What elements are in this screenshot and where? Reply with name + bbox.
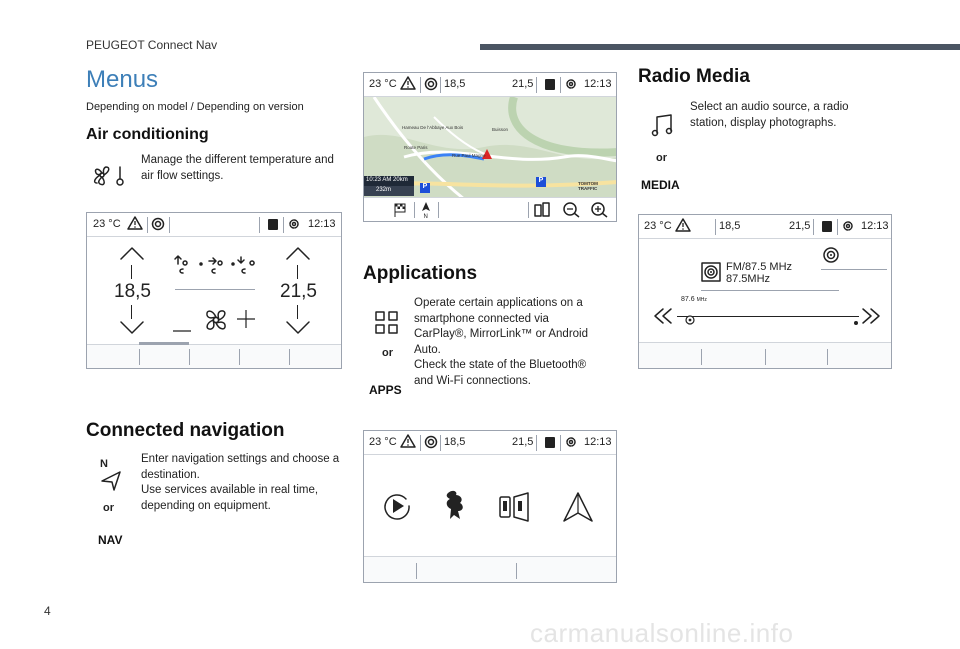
apps-screen: [363, 430, 617, 583]
peugeot-lion-icon[interactable]: [442, 489, 468, 526]
nav-description-1: Enter navigation settings and choose a destination.: [141, 453, 340, 481]
left-temp: 18,5: [719, 220, 741, 232]
clock: 12:13: [584, 436, 612, 448]
page-number: 4: [44, 604, 51, 618]
status-bar: [364, 73, 616, 97]
apps-button-label: APPS: [369, 383, 402, 397]
fan-minus-button[interactable]: [173, 319, 191, 337]
page-subtitle: Depending on model / Depending on version: [86, 101, 304, 113]
warning-icon: [127, 216, 143, 233]
screen-bottom-bar: [87, 344, 341, 368]
radio-media-description: Select an audio source, a radio station, display photographs.: [690, 101, 849, 129]
right-temp-down-button[interactable]: [286, 321, 310, 340]
left-temp: 18,5: [444, 436, 466, 448]
left-temp-value: 18,5: [114, 281, 151, 302]
connectivity-icon: [424, 435, 438, 452]
apps-description-1: Operate certain applications on a smartphone connected via CarPlay®, MirrorLink™ or Android Auto.: [414, 297, 588, 356]
outside-temp: 23 °C: [93, 218, 121, 230]
air-conditioning-icon: [92, 163, 126, 192]
map-place-3: Route Paris: [404, 145, 428, 150]
navigation-arrow-icon: [100, 470, 122, 497]
ac-screen: [86, 212, 342, 369]
map-toolbar: [364, 197, 616, 221]
phone-icon: [821, 220, 833, 236]
warning-icon: [400, 76, 416, 93]
mirror-screen-app-icon[interactable]: [498, 491, 532, 528]
right-temp-value: 21,5: [280, 281, 317, 302]
left-temp: 18,5: [444, 78, 466, 90]
clock: 12:13: [861, 220, 889, 232]
nav-n-letter: N: [100, 458, 108, 470]
settings-icon: [841, 219, 855, 236]
radio-station-icon: [701, 262, 721, 287]
route-options-icon[interactable]: [534, 202, 550, 222]
applications-heading: Applications: [363, 263, 478, 284]
parking-icon: P: [536, 177, 546, 187]
svg-text:N: N: [423, 214, 428, 220]
screen-bottom-bar: [364, 556, 616, 582]
parking-icon: P: [420, 183, 430, 193]
status-bar: [87, 213, 341, 237]
active-tab-indicator: [139, 342, 189, 345]
settings-icon: [287, 217, 301, 234]
radio-source-icon[interactable]: [823, 247, 839, 268]
radio-screen: [638, 214, 892, 369]
outside-temp: 23 °C: [369, 78, 397, 90]
phone-icon: [544, 436, 556, 452]
music-note-icon: [651, 113, 673, 142]
outside-temp: 23 °C: [369, 436, 397, 448]
map-place-2: Buisson: [492, 127, 509, 132]
connectivity-icon: [151, 217, 165, 234]
radio-media-heading: Radio Media: [638, 66, 750, 87]
screen-bottom-bar: [639, 342, 891, 368]
station-name: FM/87.5 MHz: [726, 261, 793, 273]
watermark: carmanualsonline.info: [530, 618, 794, 648]
fan-icon: [201, 305, 231, 340]
apps-grid-icon: [375, 311, 399, 340]
page-title: Menus: [86, 66, 159, 93]
doc-header: PEUGEOT Connect Nav: [86, 38, 218, 52]
clock: 12:13: [308, 218, 336, 230]
air-conditioning-description: Manage the different temperature and air flow settings.: [141, 154, 334, 182]
nav-description-2: Use services available in real time, depending on equipment.: [141, 484, 319, 512]
checkered-flag-icon[interactable]: [394, 203, 406, 222]
right-temp-up-button[interactable]: [286, 246, 310, 265]
warning-icon: [675, 218, 691, 235]
traffic-brand: TOMTOM TRAFFIC: [578, 181, 598, 191]
status-bar: [639, 215, 891, 239]
map-place-1: Hameau De l'Abbaye Aux Bois: [402, 125, 464, 130]
outside-temp: 23 °C: [644, 220, 672, 232]
media-or-label: or: [656, 152, 667, 164]
station-frequency: 87.5MHz: [726, 273, 771, 285]
next-turn-distance: 232m: [364, 186, 414, 196]
left-temp-up-button[interactable]: [120, 246, 144, 265]
compass-icon[interactable]: [420, 201, 432, 222]
seek-forward-button[interactable]: [861, 308, 883, 329]
connectivity-icon: [424, 77, 438, 94]
nav-button-label: NAV: [98, 533, 123, 547]
nav-or-label: or: [103, 502, 114, 514]
phone-icon: [544, 78, 556, 94]
slider-value-label: [681, 296, 707, 303]
left-temp-down-button[interactable]: [120, 321, 144, 340]
frequency-slider-track[interactable]: [677, 316, 859, 317]
air-conditioning-heading: Air conditioning: [86, 126, 209, 143]
slider-unit: MHz: [696, 297, 707, 303]
zoom-in-icon[interactable]: [590, 202, 608, 222]
frequency-slider-handle[interactable]: [685, 312, 695, 330]
right-temp: 21,5: [512, 78, 534, 90]
map-area[interactable]: [364, 97, 617, 199]
phone-icon: [267, 218, 279, 234]
media-button-label: MEDIA: [641, 178, 680, 192]
header-bar: [480, 44, 960, 50]
status-bar: [364, 431, 616, 455]
right-temp: 21,5: [512, 436, 534, 448]
media-play-app-icon[interactable]: [382, 491, 412, 526]
map-place-4: Rue Paul Magne: [452, 153, 486, 158]
airflow-mode-icons[interactable]: [173, 255, 263, 280]
connected-nav-app-icon[interactable]: [562, 491, 594, 528]
settings-icon: [564, 77, 578, 94]
apps-description-2: Check the state of the Bluetooth® and Wi-Fi connections.: [414, 359, 587, 387]
slider-value: 87.6: [681, 296, 695, 303]
slider-end-dot: [853, 313, 859, 331]
right-temp: 21,5: [789, 220, 811, 232]
map-screen: [363, 72, 617, 222]
settings-icon: [564, 435, 578, 452]
warning-icon: [400, 434, 416, 451]
clock: 12:13: [584, 78, 612, 90]
connected-navigation-heading: Connected navigation: [86, 420, 285, 441]
apps-or-label: or: [382, 347, 393, 359]
seek-back-button[interactable]: [653, 308, 675, 329]
zoom-out-icon[interactable]: [562, 202, 580, 222]
fan-plus-button[interactable]: [237, 310, 255, 333]
eta-box: 10:23 AM 20km: [364, 176, 414, 186]
